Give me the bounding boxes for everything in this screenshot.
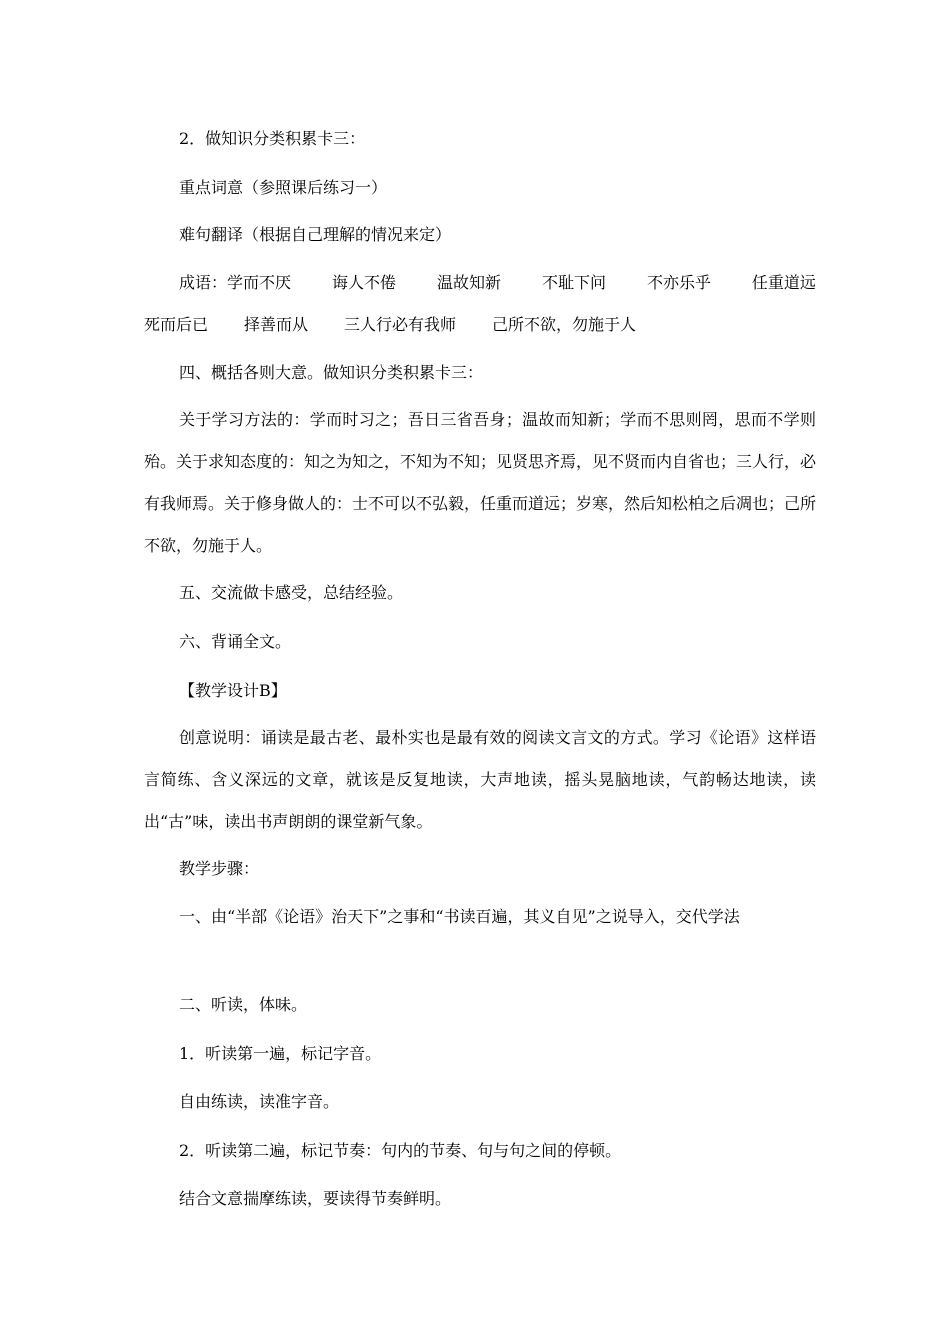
idiom-item: 己所不欲，勿施于人 [492,315,637,334]
idiom-list-continued [144,314,636,336]
section-heading: 四、概括各则大意。做知识分类积累卡三： [179,363,484,382]
idiom-item: 死而后已 [144,315,209,334]
idiom-item: 温故知新 [436,273,501,292]
text-line: 重点词意（参照课后练习一） [179,178,388,197]
text-line: 结合文意揣摩练读，要读得节奏鲜明。 [179,1189,452,1208]
section-heading: 五、交流做卡感受，总结经验。 [179,583,404,602]
text-line: 一、由“半部《论语》治天下”之事和“书读百遍，其义自见”之说导入，交代学法 [179,907,740,926]
text-line: 1．听读第一遍，标记字音。 [179,1044,382,1063]
idiom-item: 三人行必有我师 [344,315,457,334]
text-line: 自由练读，读准字音。 [179,1092,340,1111]
section-heading: 六、背诵全文。 [179,632,292,651]
text-line: 教学步骤： [179,859,260,878]
idiom-item: 不亦乐乎 [646,273,711,292]
text-line: 2．听读第二遍，标记节奏：句内的节奏、句与句之间的停顿。 [179,1141,622,1160]
text-line: 难句翻译（根据自己理解的情况来定） [179,225,452,244]
section-heading: 2．做知识分类积累卡三： [179,129,366,148]
paragraph: 创意说明：诵读是最古老、最朴实也是最有效的阅读文言文的方式。学习《论语》这样语言简练、含义深远的文章，就该是反复地读，大声地读，摇头晃脑地读，气韵畅达地读，读出“古”味，读出书声朗朗的课堂新气象。 [144,728,816,831]
idiom-item: 择善而从 [244,315,309,334]
section-heading: 二、听读，体味。 [179,995,308,1014]
idiom-item: 不耻下问 [541,273,606,292]
idiom-item: 任重道远 [751,273,816,292]
paragraph: 关于学习方法的：学而时习之；吾日三省吾身；温故而知新；学而不思则罔，思而不学则殆。关于求知态度的：知之为知之，不知为不知；见贤思齐焉，见不贤而内自省也；三人行，必有我师焉。关于修身做人的：士不可以不弘毅，任重而道远；岁寒，然后知松柏之后凋也；己所不欲，勿施于人。 [144,410,817,555]
design-title: 【教学设计B】 [179,681,287,700]
idiom-label: 成语：学而不厌 [179,273,292,292]
idiom-list [179,272,816,294]
idiom-item: 诲人不倦 [331,273,396,292]
